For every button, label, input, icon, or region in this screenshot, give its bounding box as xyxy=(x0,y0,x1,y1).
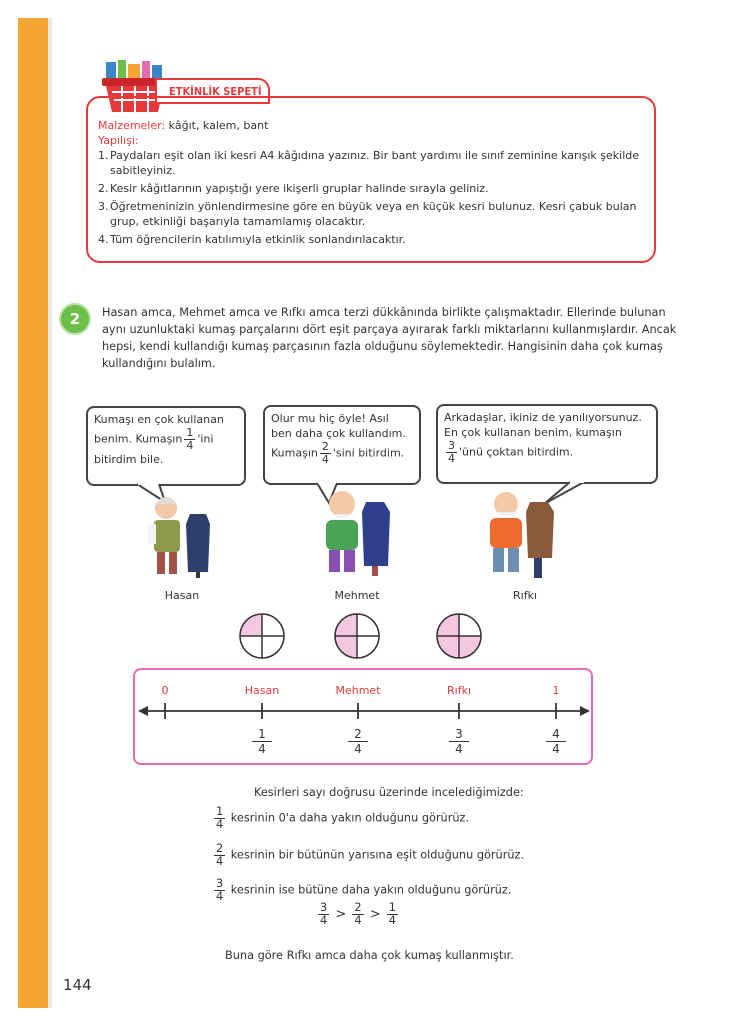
steps-label: Yapılışı: xyxy=(98,134,139,147)
fraction: $\frac{2}{4}$ xyxy=(321,440,329,466)
name-rifki: Rıfkı xyxy=(513,589,537,602)
speech-bubble-rifki: Arkadaşlar, ikiniz de yanılıyorsunuz. En çok kullanan benim, kumaşın $\frac{3}{4}$ 'ünü çoktan bitirdim. xyxy=(436,404,658,484)
activity-title: ETKİNLİK SEPETİ xyxy=(155,78,270,104)
materials-text: kâğıt, kalem, bant xyxy=(165,119,269,132)
nl-fraction-3-4: $\frac{3}{4}$ xyxy=(449,727,469,756)
materials-line xyxy=(98,118,644,133)
fraction-comparison: $\frac{3}{4}$ > $\frac{2}{4}$ > $\frac{1}{4}$ xyxy=(320,901,396,927)
nl-label-rifki: Rıfkı xyxy=(447,684,471,697)
question-text: Hasan amca, Mehmet amca ve Rıfkı amca terzi dükkânında birlikte çalışmaktadır. Ellerinde bulunan aynı uzunluktaki kumaş parçalarını dört eşit parçaya ayırarak farklı miktarlarını kullanmışlardır. Ancak hepsi, kendi kullandığı kumaş parçasının fazla olduğunu söylemektedir. Hangisinin daha çok kumaş kullandığını bulalım. xyxy=(102,306,677,370)
fraction: $\frac{3}{4}$ xyxy=(448,439,455,465)
spine-shadow xyxy=(48,18,52,1008)
conclusion-line-3: $\frac{3}{4}$ kesrinin ise bütüne daha yakın olduğunu görürüz. xyxy=(216,877,512,903)
nl-label-one: 1 xyxy=(552,684,560,697)
steps-list xyxy=(98,148,644,247)
step-item: 2. Kesir kâğıtlarının yapıştığı yere ikişerli gruplar halinde sırayla geliniz. xyxy=(98,182,489,195)
fraction-circle-three-quarters xyxy=(435,612,483,660)
mehmet-illustration xyxy=(320,488,400,582)
number-line xyxy=(136,700,592,722)
nl-label-zero: 0 xyxy=(161,684,169,697)
name-mehmet: Mehmet xyxy=(334,589,380,602)
fraction-circle-one-quarter xyxy=(238,612,286,660)
nl-label-mehmet: Mehmet xyxy=(335,684,381,697)
step-item: 4. Tüm öğrencilerin katılımıyla etkinlik sonlandırılacaktır. xyxy=(98,233,406,246)
conclusion-final: Buna göre Rıfkı amca daha çok kumaş kullanmıştır. xyxy=(225,949,514,962)
conclusion-line-1: $\frac{1}{4}$ kesrinin 0'a daha yakın olduğunu görürüz. xyxy=(216,805,470,831)
step-item: 3. Öğretmeninizin yönlendirmesine göre en büyük veya en küçük kesri bulunuz. Kesri çabuk bulan grup, etkinliği başarıyla tamamlamış olacaktır. xyxy=(98,200,637,228)
nl-fraction-2-4: $\frac{2}{4}$ xyxy=(348,727,368,756)
hasan-illustration xyxy=(140,494,220,580)
page-number: 144 xyxy=(63,976,92,994)
fraction: $\frac{1}{4}$ xyxy=(186,426,194,452)
conclusion-line-2: $\frac{2}{4}$ kesrinin bir bütünün yarısına eşit olduğunu görürüz. xyxy=(216,842,525,868)
speech-bubble-hasan: Kumaşı en çok kullanan benim. Kumaşın $\frac{1}{4}$ 'ini bitirdim bile. xyxy=(86,406,246,486)
rifki-illustration xyxy=(482,488,562,584)
nl-fraction-1-4: $\frac{1}{4}$ xyxy=(252,727,272,756)
step-item: 1. Paydaları eşit olan iki kesri A4 kâğıdına yazınız. Bir bant yardımı ile sınıf zeminine karışık şekilde sabitleyiniz. xyxy=(98,149,640,177)
fraction-circle-two-quarters xyxy=(333,612,381,660)
nl-label-hasan: Hasan xyxy=(244,684,280,697)
activity-box xyxy=(86,96,656,263)
question-number: 2 xyxy=(59,303,91,335)
speech-bubble-mehmet: Olur mu hiç öyle! Asıl ben daha çok kullandım. Kumaşın $\frac{2}{4}$ 'sini bitirdim. xyxy=(263,405,421,485)
book-spine xyxy=(18,18,48,1008)
nl-fraction-4-4: $\frac{4}{4}$ xyxy=(546,727,566,756)
conclusion-intro: Kesirleri sayı doğrusu üzerinde incelediğimizde: xyxy=(254,786,524,799)
name-hasan: Hasan xyxy=(164,589,200,602)
materials-label: Malzemeler: xyxy=(98,119,166,132)
